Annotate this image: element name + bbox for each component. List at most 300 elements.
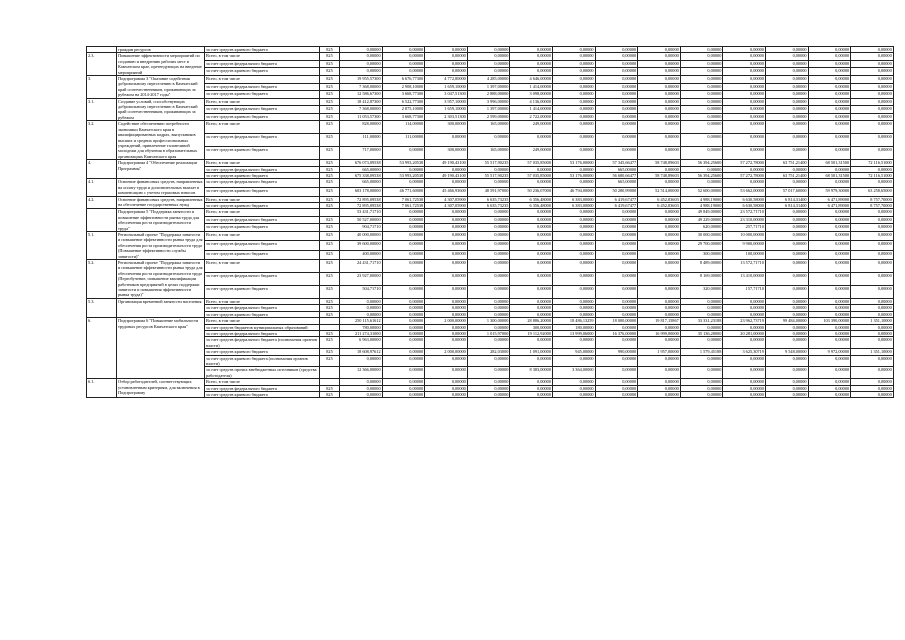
amount-cell: 49 190,43100 (425, 160, 468, 166)
amount-cell: 0,00000 (638, 134, 681, 147)
amount-cell: 0,00000 (552, 76, 595, 84)
budget-code: 825 (320, 232, 340, 241)
amount-cell: 0,00000 (552, 106, 595, 114)
amount-cell: 1 300,00000 (467, 318, 510, 324)
amount-cell: 0,00000 (851, 224, 894, 232)
amount-cell: 165,00000 (467, 121, 510, 134)
amount-cell: 6 635,73235 (467, 202, 510, 208)
funding-source: за счет средств краевого бюджета (205, 311, 320, 317)
amount-cell: 0,00000 (425, 324, 468, 330)
amount-cell: 0,00000 (851, 147, 894, 160)
amount-cell: 0,00000 (765, 83, 808, 91)
amount-cell: 0,00000 (425, 305, 468, 311)
amount-cell: 0,00000 (765, 379, 808, 385)
amount-cell: 0,00000 (552, 311, 595, 317)
amount-cell: 23 962,73719 (723, 318, 766, 324)
row-name: Подпрограмма 3 "Оказание содействия добровольному переселению в Камчатский край соотечественников, проживающих за рубежом на 2014-2017 годы" (117, 76, 205, 99)
amount-cell: 0,00000 (340, 60, 383, 68)
amount-cell: 0,00000 (765, 250, 808, 259)
amount-cell: 0,00000 (467, 367, 510, 379)
funding-source: за счет средств прочих внебюджетных источников (средства работодателя) (205, 367, 320, 379)
amount-cell: 48 591,97000 (467, 187, 510, 196)
amount-cell: 0,00000 (765, 134, 808, 147)
amount-cell: 0,00000 (382, 209, 425, 217)
amount-cell: 0,00000 (340, 311, 383, 317)
amount-cell: 780,00000 (340, 324, 383, 330)
amount-cell: 320,00000 (680, 285, 723, 298)
amount-cell: 0,00000 (765, 113, 808, 121)
table-row (87, 53, 894, 61)
amount-cell: 0,00000 (851, 53, 894, 61)
amount-cell: 0,00000 (723, 147, 766, 160)
amount-cell: 828,00000 (340, 121, 383, 134)
amount-cell: 0,00000 (510, 298, 553, 304)
amount-cell: 0,00000 (808, 250, 851, 259)
amount-cell: 0,00000 (680, 53, 723, 61)
budget-code: 825 (320, 349, 340, 355)
funding-source: Всего, в том числе (205, 232, 320, 241)
amount-cell: 0,00000 (425, 60, 468, 68)
amount-cell: 6 630,58000 (723, 202, 766, 208)
amount-cell: 0,00000 (765, 305, 808, 311)
amount-cell: 1 659,10000 (425, 83, 468, 91)
amount-cell: 0,00000 (467, 285, 510, 298)
amount-cell: 0,00000 (638, 179, 681, 188)
amount-cell: 6 419,67477 (595, 202, 638, 208)
amount-cell: 0,00000 (467, 47, 510, 53)
amount-cell: 0,00000 (510, 355, 553, 367)
amount-cell: 0,00000 (723, 76, 766, 84)
budget-code: 825 (320, 160, 340, 166)
amount-cell: 0,00000 (595, 272, 638, 285)
amount-cell: 0,00000 (510, 311, 553, 317)
funding-source: за счет средств краевого бюджета (205, 172, 320, 178)
amount-cell: 8 757,70000 (851, 202, 894, 208)
amount-cell: 0,00000 (638, 285, 681, 298)
amount-cell: 6 452,83603 (638, 202, 681, 208)
amount-cell: 0,00000 (638, 305, 681, 311)
amount-cell: 2 000,00000 (425, 318, 468, 324)
budget-code: 825 (320, 76, 340, 84)
amount-cell: 0,00000 (595, 391, 638, 397)
amount-cell: 0,00000 (595, 134, 638, 147)
amount-cell: 6 419,67477 (595, 196, 638, 202)
funding-source: Всего, в том числе (205, 76, 320, 84)
amount-cell: 0,00000 (467, 355, 510, 367)
amount-cell: 990,00000 (595, 349, 638, 355)
amount-cell: 3 047,51300 (425, 91, 468, 99)
row-name: Повышение эффективности мероприятий по созданию и внедрению рабочих мест в Камчатском крае, претендующих на введение мероприятий (117, 53, 205, 76)
amount-cell: 0,00000 (765, 98, 808, 106)
amount-cell: 0,00000 (765, 330, 808, 336)
amount-cell: 0,00000 (425, 179, 468, 188)
amount-cell: 0,00000 (510, 232, 553, 241)
amount-cell: 57 017,60000 (765, 187, 808, 196)
amount-cell: 0,00000 (552, 91, 595, 99)
amount-cell: 282,03000 (467, 349, 510, 355)
amount-cell: 1 351,10000 (851, 318, 894, 324)
amount-cell: 3 957,10000 (425, 98, 468, 106)
table-row (87, 391, 894, 397)
amount-cell: 0,00000 (723, 385, 766, 391)
amount-cell: 111,00000 (382, 134, 425, 147)
amount-cell: 0,00000 (595, 311, 638, 317)
amount-cell: 0,00000 (510, 337, 553, 349)
amount-cell: 0,00000 (851, 272, 894, 285)
amount-cell: 9 972,00000 (808, 349, 851, 355)
amount-cell: 0,00000 (638, 298, 681, 304)
amount-cell: 0,00000 (425, 53, 468, 61)
amount-cell: 0,00000 (765, 166, 808, 172)
amount-cell: 0,00000 (638, 91, 681, 99)
amount-cell: 0,00000 (595, 68, 638, 76)
amount-cell: 0,00000 (552, 337, 595, 349)
amount-cell: 0,00000 (808, 53, 851, 61)
amount-cell: 0,00000 (340, 53, 383, 61)
amount-cell: 0,00000 (467, 272, 510, 285)
funding-source: за счет средств федерального бюджета (полномочия органов власти) (205, 337, 320, 349)
amount-cell: 56 394,25600 (680, 160, 723, 166)
amount-cell: 50 236,07000 (510, 187, 553, 196)
amount-cell: 0,00000 (765, 53, 808, 61)
amount-cell: 53 176,00000 (552, 172, 595, 178)
funding-source: Всего, в том числе (205, 318, 320, 324)
amount-cell: 6 635,73235 (467, 196, 510, 202)
amount-cell: 0,00000 (723, 91, 766, 99)
amount-cell: 1 015,97000 (467, 330, 510, 336)
amount-cell: 0,00000 (723, 311, 766, 317)
funding-source: за счет средств федерального бюджета (205, 166, 320, 172)
amount-cell: 0,00000 (340, 47, 383, 53)
funding-source: Всего, в том числе (205, 298, 320, 304)
budget-code: 825 (320, 272, 340, 285)
amount-cell: 0,00000 (425, 379, 468, 385)
amount-cell: 0,00000 (723, 166, 766, 172)
amount-cell: 0,00000 (595, 216, 638, 224)
amount-cell: 0,00000 (851, 260, 894, 273)
amount-cell: 53 431,71710 (340, 209, 383, 217)
amount-cell: 0,00000 (467, 68, 510, 76)
amount-cell: 0,00000 (851, 391, 894, 397)
funding-source: за счет средств федерального бюджета (205, 305, 320, 311)
budget-code: 825 (320, 202, 340, 208)
funding-source: Всего, в том числе (205, 53, 320, 61)
amount-cell: 0,00000 (808, 166, 851, 172)
amount-cell: 0,00000 (467, 385, 510, 391)
amount-cell: 63 751,21400 (765, 160, 808, 166)
amount-cell: 0,00000 (382, 391, 425, 397)
amount-cell: 0,00000 (638, 166, 681, 172)
amount-cell: 0,00000 (851, 98, 894, 106)
amount-cell: 0,00000 (595, 76, 638, 84)
row-name: Региональный проект "Поддержка занятости и повышение эффективности рынка труда для обеспечения роста производительности труда (Переобучение, повышение квалификации работников предприятий в целях поддержки занятости и повышения эффективности рынка труда)" (117, 260, 205, 299)
amount-cell: 9 900,00000 (723, 241, 766, 250)
amount-cell: 2 908,10000 (382, 83, 425, 91)
table-row (87, 91, 894, 99)
amount-cell: 49 849,00000 (680, 209, 723, 217)
amount-cell: 0,00000 (552, 98, 595, 106)
amount-cell: 72 116,51000 (851, 160, 894, 166)
amount-cell: 0,00000 (467, 166, 510, 172)
amount-cell: 57 345,66477 (595, 160, 638, 166)
budget-code: 825 (320, 68, 340, 76)
amount-cell: 0,00000 (851, 355, 894, 367)
amount-cell: 6 452,83603 (638, 196, 681, 202)
amount-cell: 0,00000 (808, 232, 851, 241)
row-number: 4. (87, 160, 117, 179)
amount-cell: 0,00000 (340, 305, 383, 311)
amount-cell: 0,00000 (765, 311, 808, 317)
row-name: Содействие обеспечению потребности экономики Камчатского края в квалифицированных кадрах, выпускников высших и средних профессиональных учреждений, привлечение талантливой молодежи для обучения в образовательных организациях Камчатского края (117, 121, 205, 160)
amount-cell: 11 053,57300 (340, 113, 383, 121)
amount-cell: 2 875,10000 (382, 106, 425, 114)
amount-cell: 53 662,00000 (723, 187, 766, 196)
amount-cell: 0,00000 (382, 260, 425, 273)
row-name: Освоение финансовых средств, направленных на обеспечение государственных нужд (118, 196, 203, 207)
amount-cell: 0,00000 (851, 76, 894, 84)
amount-cell: 30 000,00000 (680, 232, 723, 241)
amount-cell: 675 338,09538 (340, 172, 383, 178)
amount-cell: 0,00000 (680, 385, 723, 391)
budget-code: 825 (320, 98, 340, 106)
amount-cell: 3 098,00000 (510, 91, 553, 99)
table-row (87, 337, 894, 349)
budget-code: 825 (320, 385, 340, 391)
amount-cell: 0,00000 (851, 298, 894, 304)
amount-cell: 18 608,97612 (340, 349, 383, 355)
amount-cell: 0,00000 (765, 76, 808, 84)
budget-code: 825 (320, 172, 340, 178)
amount-cell: 0,00000 (425, 272, 468, 285)
amount-cell: 0,00000 (510, 379, 553, 385)
amount-cell: 16 999,00000 (638, 330, 681, 336)
row-name: Подпрограмма 4 "Обеспечение реализации Программы" (117, 160, 205, 179)
amount-cell: 0,00000 (552, 216, 595, 224)
amount-cell: 0,00000 (595, 209, 638, 217)
amount-cell: 0,00000 (595, 305, 638, 311)
amount-cell: 57 035,85000 (510, 160, 553, 166)
amount-cell: 0,00000 (765, 367, 808, 379)
table-row (87, 250, 894, 259)
amount-cell: 0,00000 (638, 216, 681, 224)
amount-cell: 0,00000 (638, 98, 681, 106)
amount-cell: 0,00000 (851, 285, 894, 298)
amount-cell: 257,71710 (723, 224, 766, 232)
amount-cell: 0,00000 (382, 60, 425, 68)
amount-cell: 0,00000 (680, 379, 723, 385)
amount-cell: 0,00000 (467, 232, 510, 241)
amount-cell: 13 410,00000 (723, 272, 766, 285)
amount-cell: 8 383,00000 (510, 367, 553, 379)
amount-cell: 0,00000 (382, 379, 425, 385)
amount-cell: 0,00000 (808, 98, 851, 106)
amount-cell: 52 600,00000 (680, 187, 723, 196)
budget-code: 825 (320, 147, 340, 160)
budget-code: 825 (320, 241, 340, 250)
amount-cell: 23 927,00000 (340, 272, 383, 285)
amount-cell: 0,00000 (680, 179, 723, 188)
amount-cell: 0,00000 (467, 260, 510, 273)
amount-cell: 0,00000 (552, 121, 595, 134)
amount-cell: 0,00000 (340, 68, 383, 76)
amount-cell: 20 281,00000 (723, 330, 766, 336)
amount-cell: 0,00000 (595, 385, 638, 391)
amount-cell: 0,00000 (723, 367, 766, 379)
funding-source: за счет средств краевого бюджета (205, 391, 320, 397)
amount-cell: 0,00000 (851, 330, 894, 336)
amount-cell: 0,00000 (467, 209, 510, 217)
amount-cell: 1 397,00000 (467, 106, 510, 114)
row-name: Подпрограмма 5 "Поддержка занятости и повышение эффективности рынка труда для обеспечения роста производительности труда" (117, 209, 205, 232)
amount-cell: 0,00000 (851, 91, 894, 99)
amount-cell: 0,00000 (851, 47, 894, 53)
amount-cell: 0,00000 (638, 241, 681, 250)
amount-cell: 0,00000 (425, 260, 468, 273)
amount-cell: 0,00000 (808, 113, 851, 121)
amount-cell: 100,00000 (723, 250, 766, 259)
amount-cell: 0,00000 (425, 330, 468, 336)
amount-cell: 0,00000 (425, 47, 468, 53)
amount-cell: 665,00000 (595, 166, 638, 172)
amount-cell: 0,00000 (638, 385, 681, 391)
amount-cell: 58 748,89603 (638, 172, 681, 178)
amount-cell: 0,00000 (680, 337, 723, 349)
amount-cell: 6 630,58000 (723, 196, 766, 202)
amount-cell: 0,00000 (638, 60, 681, 68)
amount-cell: 0,00000 (680, 134, 723, 147)
table-row (87, 216, 894, 224)
amount-cell: 0,00000 (680, 98, 723, 106)
amount-cell: 0,00000 (851, 121, 894, 134)
amount-cell: 0,00000 (467, 250, 510, 259)
amount-cell: 0,00000 (723, 134, 766, 147)
amount-cell: 0,00000 (808, 305, 851, 311)
amount-cell: 0,00000 (467, 60, 510, 68)
amount-cell: 0,00000 (510, 209, 553, 217)
budget-code: 825 (320, 305, 340, 311)
amount-cell: 0,00000 (680, 147, 723, 160)
amount-cell: 19 955,57300 (340, 76, 383, 84)
table-row (87, 98, 894, 106)
amount-cell: 2 888,00000 (467, 91, 510, 99)
amount-cell: 0,00000 (382, 224, 425, 232)
amount-cell: 1 957,00000 (638, 349, 681, 355)
amount-cell: 1 351,10000 (851, 349, 894, 355)
amount-cell: 0,00000 (638, 83, 681, 91)
amount-cell: 8 757,70000 (851, 196, 894, 202)
amount-cell: 0,00000 (595, 260, 638, 273)
amount-cell: 0,00000 (808, 241, 851, 250)
amount-cell: 0,00000 (552, 47, 595, 53)
amount-cell: 0,00000 (765, 47, 808, 53)
funding-source: за счет средств федерального бюджета (205, 330, 320, 336)
amount-cell: 6 383,00000 (552, 202, 595, 208)
amount-cell: 0,00000 (680, 91, 723, 99)
amount-cell: 68 501,31500 (808, 172, 851, 178)
amount-cell: 0,00000 (467, 179, 510, 188)
amount-cell: 0,00000 (552, 113, 595, 121)
amount-cell: 0,00000 (510, 272, 553, 285)
amount-cell: 300,00000 (510, 324, 553, 330)
amount-cell: 0,00000 (552, 305, 595, 311)
funding-source: за счет средств краевого бюджета (205, 224, 320, 232)
amount-cell: 0,00000 (723, 179, 766, 188)
amount-cell: 0,00000 (595, 47, 638, 53)
amount-cell: 0,00000 (510, 260, 553, 273)
amount-cell: 99 484,00000 (765, 318, 808, 324)
amount-cell: 676 073,09538 (340, 160, 383, 166)
amount-cell: 0,00000 (510, 216, 553, 224)
row-number: 6. (87, 318, 117, 379)
amount-cell: 0,00000 (765, 241, 808, 250)
amount-cell: 0,00000 (595, 298, 638, 304)
amount-cell: 50 527,00000 (340, 216, 383, 224)
funding-source: за счет средств краевого бюджета (205, 202, 320, 208)
amount-cell: 0,00000 (680, 355, 723, 367)
budget-code: 825 (320, 47, 340, 53)
amount-cell: 0,00000 (765, 260, 808, 273)
budget-code: 825 (320, 216, 340, 224)
budget-code: 825 (320, 83, 340, 91)
amount-cell: 0,00000 (765, 106, 808, 114)
row-name: Подпрограмма 6 "Повышение мобильности трудовых ресурсов Камчатского края" (117, 318, 205, 379)
amount-cell: 0,00000 (510, 250, 553, 259)
table-row (87, 187, 894, 196)
row-number: 3. (87, 76, 117, 99)
amount-cell: 0,00000 (467, 324, 510, 330)
amount-cell: 56 394,25600 (680, 172, 723, 178)
amount-cell: 0,00000 (382, 385, 425, 391)
amount-cell: 945,00000 (552, 349, 595, 355)
budget-code: 825 (320, 53, 340, 61)
amount-cell: 0,00000 (808, 355, 851, 367)
amount-cell: 1 579,45188 (680, 349, 723, 355)
amount-cell: 55 517,90235 (467, 160, 510, 166)
amount-cell: 250 115,61612 (340, 318, 383, 324)
amount-cell: 0,00000 (510, 385, 553, 391)
amount-cell: 0,00000 (425, 250, 468, 259)
amount-cell: 0,00000 (680, 166, 723, 172)
amount-cell: 0,00000 (680, 76, 723, 84)
amount-cell: 0,00000 (638, 272, 681, 285)
amount-cell: 0,00000 (680, 324, 723, 330)
amount-cell: 18 412,87300 (340, 98, 383, 106)
amount-cell: 0,00000 (382, 232, 425, 241)
row-number (87, 209, 117, 232)
amount-cell: 0,00000 (638, 113, 681, 121)
budget-code: 825 (320, 285, 340, 298)
amount-cell: 0,00000 (851, 216, 894, 224)
funding-source: за счет средств федерального бюджета (205, 60, 320, 68)
amount-cell: 0,00000 (808, 68, 851, 76)
funding-source: за счет средств федерального бюджета (205, 241, 320, 250)
amount-cell: 0,00000 (595, 147, 638, 160)
amount-cell: 0,00000 (638, 355, 681, 367)
amount-cell: 0,00000 (851, 113, 894, 121)
amount-cell: 0,00000 (723, 121, 766, 134)
amount-cell: 3 668,77300 (382, 91, 425, 99)
amount-cell: 400,00000 (340, 250, 383, 259)
table-row (87, 179, 894, 188)
amount-cell: 0,00000 (382, 179, 425, 188)
amount-cell: 0,00000 (680, 60, 723, 68)
amount-cell: 28 886,20000 (510, 318, 553, 324)
amount-cell: 53 993,20538 (382, 160, 425, 166)
amount-cell: 0,00000 (851, 250, 894, 259)
amount-cell: 0,00000 (851, 367, 894, 379)
amount-cell: 0,00000 (510, 224, 553, 232)
table-row (87, 83, 894, 91)
